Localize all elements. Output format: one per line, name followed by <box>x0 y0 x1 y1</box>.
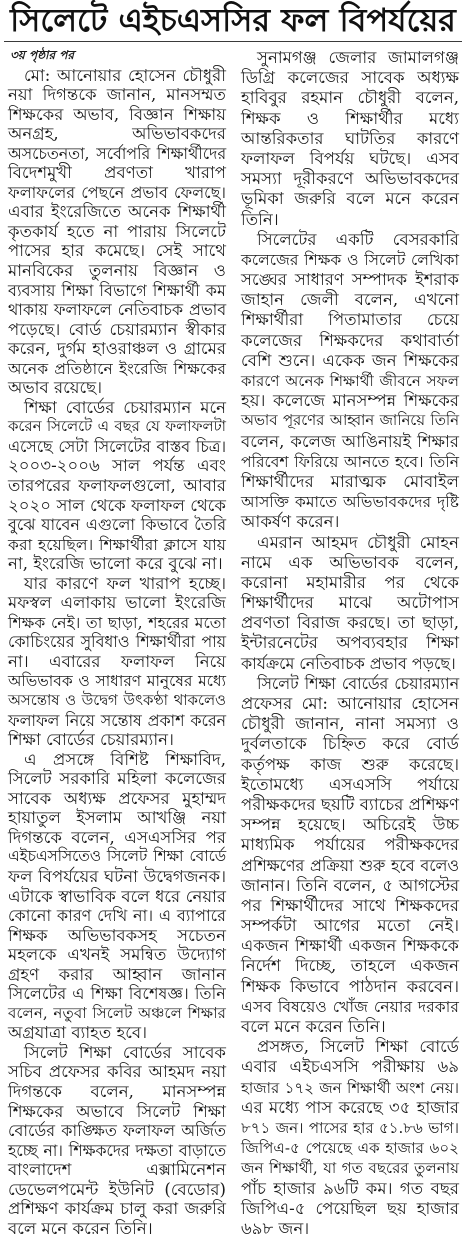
text-line: আকর্ষণ করেন। <box>241 512 340 532</box>
text-line: শিক্ষকের অভাবে সিলেট শিক্ষা <box>8 1101 226 1121</box>
text-line: ইন্টারনেটের অপব্যবহার শিক্ষা <box>241 633 459 653</box>
text-line: কলেজের শিক্ষকদের কথাবার্তা <box>241 330 459 350</box>
text-line: ডেভেলপমেন্ট ইউনিট (বেডোর) <box>8 1179 226 1199</box>
text-line: এমরান আহমদ চৌধুরী মোহন <box>257 532 459 552</box>
text-line: পাঁচ হাজার ৯৬টি কম। গত বছর <box>241 1178 459 1198</box>
text-line: জিপিএ-৫ পেয়েছে এক হাজার ৬০২ <box>241 1139 459 1158</box>
paragraph <box>241 1037 459 1239</box>
text-line: এবার এইচএসসি পরীক্ষায় ৬৯ <box>241 1057 459 1077</box>
text-line: দিগন্তকে বলেন, মানসম্পন্ন <box>8 1081 226 1101</box>
text-line: দিগন্তকে বলেন, এসএসসির পর <box>8 827 226 847</box>
text-line: দুর্বলতাকে চিহ্নিত করে বোর্ড <box>241 734 459 754</box>
text-line: শিক্ষার্থীদের মারাত্মক মোবাইল <box>241 471 459 491</box>
paragraph <box>8 574 226 750</box>
text-line: এবার ইংরেজিতে অনেক শিক্ষার্থী <box>8 202 226 222</box>
text-line: জাহান জেলী বলেন, এখনো <box>241 290 459 310</box>
text-line: ভূমিকা জরুরি বলে মনে করেন <box>241 189 459 209</box>
text-line: সাবেক অধ্যক্ষ প্রফেসর মুহাম্মদ <box>8 788 226 808</box>
text-line: অভিভাবক ও সাধারণ মানুষের মধ্যে <box>8 671 226 690</box>
text-line: হচ্ছে না। শিক্ষকদের দক্ষতা বাড়াতে <box>8 1140 226 1160</box>
text-line: ৬৯৮ জন। <box>241 1218 310 1238</box>
paragraph <box>8 1043 226 1238</box>
text-line: জানান। তিনি বলেন, ৫ আগস্টের <box>241 875 459 895</box>
text-line: না, ইংরেজি ভালো করে বুঝে না। <box>8 554 223 574</box>
text-line: এ প্রসঙ্গে বিশিষ্ট শিক্ষাবিদ, <box>24 749 226 769</box>
text-line: চৌধুরী জানান, নানা সমস্যা ও <box>241 714 459 734</box>
text-line: অনগ্রহ, অভিভাবকদের <box>8 124 226 144</box>
paragraph <box>8 66 226 398</box>
text-line: কার্যক্রমে নেতিবাচক প্রভাব পড়ছে। <box>241 653 456 673</box>
text-line: তারপরের ফলাফলগুলো, আবার <box>8 476 226 496</box>
text-line: হায়াতুল ইসলাম আখঞ্জি নয়া <box>8 808 226 828</box>
text-line: পরিবেশ ফিরিয়ে আনতে হবে। তিনি <box>241 452 459 471</box>
text-line: বলে মনে করেন তিনি। <box>241 1017 386 1036</box>
text-line: অসন্তোষ ও উদ্বেগ উৎকণ্ঠা থাকলেও <box>8 691 226 710</box>
text-line: এসব বিষয়েও খোঁজ নেয়ার দরকার <box>241 996 459 1016</box>
text-line: অগ্রযাত্রা ব্যাহত হবে। <box>8 1023 148 1043</box>
text-line: সুনামগঞ্জ জেলার জামালগঞ্জ <box>257 48 459 67</box>
text-line: ২০২০ সাল থেকে ফলাফল থেকে <box>8 495 226 515</box>
text-line: মানবিকের তুলনায় বিজ্ঞান ও <box>8 261 226 281</box>
text-line: প্রশিক্ষণের প্রক্রিয়া শুরু হবে বলেও <box>241 855 459 875</box>
text-line: ২০০৩-২০০৬ সাল পর্যন্ত এবং <box>8 456 226 476</box>
text-line: ফলাফল নিয়ে সন্তোষ প্রকাশ করেন <box>8 710 226 730</box>
text-line: শিক্ষা বোর্ডের চেয়ারম্যান। <box>8 730 174 750</box>
text-line: প্রসঙ্গত, সিলেট শিক্ষা বোর্ডে <box>257 1037 459 1057</box>
text-line: কোচিংয়ের সুবিধাও শিক্ষার্থীরা পায় <box>8 632 226 652</box>
text-line: এটাকে স্বাভাবিক বলে ধরে নেয়ার <box>8 886 226 906</box>
left-column <box>8 46 226 1238</box>
text-line: সিলেটের একটি বেসরকারি <box>257 229 459 249</box>
text-line: হয়। কলেজে মানসম্পন্ন শিক্ষকের <box>241 391 459 411</box>
text-line: শিক্ষার্থীরা পিতামাতার চেয়ে <box>241 310 459 330</box>
text-line: করেন, দুর্গম হাওরাঞ্চল ও গ্রামের <box>8 339 226 359</box>
text-line: তিনি। <box>241 209 279 229</box>
text-line: পর শিক্ষার্থীদের সাথে শিক্ষকদের <box>241 895 459 915</box>
text-line: করোনা মহামারীর পর থেকে <box>241 572 459 592</box>
text-line: সম্পর্কটা আগের মতো নেই। <box>241 916 459 936</box>
text-line: প্রশিক্ষণ কার্যক্রম চালু করা জরুরি <box>8 1199 226 1219</box>
text-line: পড়েছে। বোর্ড চেয়ারম্যান স্বীকার <box>8 319 226 339</box>
text-line: গ্রহণ করার আহ্বান জানান <box>8 964 226 984</box>
paragraph <box>241 533 459 674</box>
text-line: মহলকে এখনই সমন্বিত উদ্যোগ <box>8 945 226 965</box>
text-line: শিক্ষক অভিভাবকসহ সচেতন <box>8 925 226 945</box>
text-line: সমস্যা দূরীকরণে অভিভাবকদের <box>241 169 459 189</box>
text-line: অভাব রয়েছে। <box>8 378 103 398</box>
text-line: শিক্ষকের অভাব, বিজ্ঞান শিক্ষায় <box>8 104 226 124</box>
text-line: ৮৭১ জন। পাসের হার ৫১.৮৬ ভাগ। <box>241 1118 459 1137</box>
text-line: থাকায় ফলাফলে নেতিবাচক প্রভাব <box>8 300 226 320</box>
text-line: বুঝে যাবেন এগুলো কিভাবে তৈরি <box>8 515 226 535</box>
text-line: জন শিক্ষার্থী, যা গত বছরের তুলনায় <box>241 1159 459 1178</box>
text-line: নয়া দিগন্তকে জানান, মানসম্মত <box>8 85 226 105</box>
text-line: সম্পন্ন হয়েছে। অচিরেই উচ্চ <box>241 815 459 835</box>
text-line: আসক্তি কমাতে অভিভাবকদের দৃষ্টি <box>241 493 459 512</box>
text-line: শিক্ষক কিভাবে পাঠদান করবেন। <box>241 976 459 996</box>
text-line: বিদেশমুখী প্রবণতা খারাপ <box>8 163 226 183</box>
text-line: কলেজের শিক্ষক ও সিলেট লেখিকা <box>241 250 459 269</box>
text-line: করেন সিলেটে এ বছর যে ফলাফলটা <box>8 417 226 436</box>
text-line: একজন শিক্ষার্থী একজন শিক্ষককে <box>241 936 459 956</box>
continuation-note: ৩য় পৃষ্ঠার পর <box>10 48 75 62</box>
paragraph <box>8 398 226 574</box>
text-line: শিক্ষক ও শিক্ষার্থীর মধ্যে <box>241 108 459 128</box>
paragraph <box>241 48 459 230</box>
text-line: যার কারণে ফল খারাপ হচ্ছে। <box>24 573 226 593</box>
text-line: সঙ্ঘের সাধারণ সম্পাদক ইশরাক <box>241 270 459 290</box>
text-line: নামে এক অভিভাবক বলেন, <box>241 552 459 572</box>
paragraph <box>241 674 459 1037</box>
text-line: প্রফেসর মো: আনোয়ার হোসেন <box>241 694 459 713</box>
text-line: প্রবণতা বিরাজ করছে। তা ছাড়া, <box>241 613 459 633</box>
right-column <box>241 48 459 1239</box>
text-line: পাসের হার কমেছে। সেই সাথে <box>8 241 226 261</box>
text-line: সিলেট শিক্ষা বোর্ডের সাবেক <box>24 1042 226 1062</box>
text-line: বাংলাদেশ এক্সামিনেশন <box>8 1160 226 1180</box>
text-line: বলেন, নতুবা সিলেট অঞ্চলে শিক্ষার <box>8 1003 226 1022</box>
text-line: সিলেটের এ শিক্ষা বিশেষজ্ঞ। তিনি <box>8 984 226 1004</box>
text-line: করা হয়েছিল। শিক্ষার্থীরা ক্লাসে যায় <box>8 534 226 554</box>
headline: সিলেটে এইচএসসির ফল বিপর্যয়ের <box>10 1 456 39</box>
text-line: আন্তরিকতার ঘাটতির কারণে <box>241 128 459 148</box>
text-line: কারণে অনেক শিক্ষার্থী জীবনে সফল <box>241 372 459 390</box>
text-line: মাধ্যমিক পর্যায়ের পরীক্ষকদের <box>241 835 459 855</box>
text-line: এসেছে সেটা সিলেটের বাস্তব চিত্র। <box>8 436 226 456</box>
text-line: হাবিবুর রহমান চৌধুরী বলেন, <box>241 88 459 108</box>
text-line: কর্তৃপক্ষ কাজ শুরু করেছে। <box>241 754 459 774</box>
text-line: ফল বিপর্যয়ের ঘটনা উদ্বেগজনক। <box>8 866 226 886</box>
text-line: শিক্ষা বোর্ডের চেয়ারম্যান মনে <box>24 397 226 417</box>
text-line: ফলাফলের পেছনে প্রভাব ফেলছে। <box>8 182 226 202</box>
text-line: সিলেট সরকারি মহিলা কলেজের <box>8 769 226 789</box>
text-line: এইচএসসিতেও সিলেট শিক্ষা বোর্ডে <box>8 847 226 866</box>
text-line: না। এবারের ফলাফল নিয়ে <box>8 651 226 671</box>
text-line: বোর্ডের কাঙ্ক্ষিত ফলাফল অর্জিত <box>8 1121 226 1141</box>
paragraph <box>241 230 459 533</box>
text-line: কোনো কারণ দেখি না। এ ব্যাপারে <box>8 906 226 926</box>
text-line: অভাব পূরণের আহ্বান জানিয়ে তিনি <box>241 412 459 430</box>
text-line: সচিব প্রফেসর কবির আহমদ নয়া <box>8 1062 226 1082</box>
text-line: ব্যবসায় শিক্ষা বিভাগে শিক্ষার্থী কম <box>8 280 226 300</box>
text-line: কৃতকার্য হতে না পারায় সিলেটে <box>8 221 226 241</box>
text-line: এর মধ্যে পাস করেছে ৩৫ হাজার <box>241 1097 459 1117</box>
text-line: শিক্ষক নেই। তা ছাড়া, শহরের মতো <box>8 612 226 632</box>
text-line: মো: আনোয়ার হোসেন চৌধুরী <box>24 65 226 85</box>
text-line: অসচেতনতা, সর্বোপরি শিক্ষার্থীদের <box>8 143 226 163</box>
text-line: পরীক্ষকদের ছয়টি ব্যাচের প্রশিক্ষণ <box>241 794 459 814</box>
headline-rule <box>4 41 462 42</box>
text-line: ফলাফল বিপর্যয় ঘটছে। এসব <box>241 148 459 168</box>
text-line: হাজার ১৭২ জন শিক্ষার্থী অংশ নেয়। <box>241 1078 459 1097</box>
text-line: নির্দেশ দিচ্ছে, তাহলে একজন <box>241 956 459 976</box>
text-line: জিপিএ-৫ পেয়েছিল ছয় হাজার <box>241 1198 459 1218</box>
paragraph <box>8 750 226 1043</box>
text-line: ইতোমধ্যে এসএসসি পর্যায়ে <box>241 774 459 794</box>
text-line: বলেন, কলেজ আঙিনায়ই শিক্ষার <box>241 431 459 451</box>
text-line: সিলেট শিক্ষা বোর্ডের চেয়ারম্যান <box>257 673 459 693</box>
text-line: মফস্বল এলাকায় ভালো ইংরেজি <box>8 593 226 613</box>
text-line: শিক্ষার্থীদের মাঝে অটোপাস <box>241 593 459 613</box>
text-line: বেশি শুনে। একেক জন শিক্ষকের <box>241 350 459 370</box>
text-line: অনেক প্রতিষ্ঠানে ইংরেজি শিক্ষকের <box>8 358 226 378</box>
text-line: বলে মনে করেন তিনি। <box>8 1218 153 1238</box>
text-line: ডিগ্রি কলেজের সাবেক অধ্যক্ষ <box>241 68 459 88</box>
